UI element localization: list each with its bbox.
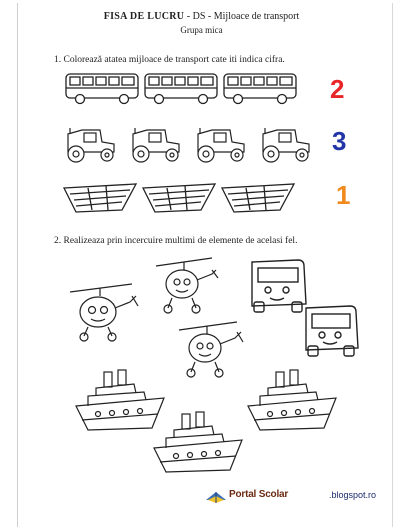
brand-footer <box>205 488 400 504</box>
van-icon <box>300 302 362 360</box>
digit-2: 2 <box>330 74 345 104</box>
tractor-icon <box>255 124 317 164</box>
tractor-icon <box>60 124 122 164</box>
worksheet-title: FISA DE LUCRU - DS - Mijloace de transport <box>103 11 300 22</box>
helicopter-icon <box>152 252 222 316</box>
bus-icon <box>222 70 298 106</box>
brand-name: Portal Scolar <box>229 489 289 500</box>
helicopter-icon <box>66 276 142 344</box>
book-logo-icon <box>205 488 227 504</box>
bus-icon <box>143 70 219 106</box>
task-2-instruction: 2. Realizeaza prin incercuire multimi de elemente de acelasi fel. <box>54 236 298 246</box>
worksheet-subtitle: Grupa mica <box>180 25 223 35</box>
boat-icon <box>141 180 217 216</box>
tractor-icon <box>190 124 252 164</box>
boat-icon <box>220 180 296 216</box>
brand-domain: .blogspot.ro <box>329 490 377 500</box>
tractor-icon <box>125 124 187 164</box>
digit-1: 1 <box>336 180 351 210</box>
helicopter-icon <box>175 316 247 380</box>
task-1-instruction: 1. Colorează atatea mijloace de transport cate iti indica cifra. <box>54 55 285 65</box>
digit-3: 3 <box>332 126 347 156</box>
bus-icon <box>64 70 140 106</box>
ship-icon <box>246 368 340 434</box>
boat-icon <box>62 180 138 216</box>
ship-icon <box>152 410 246 476</box>
